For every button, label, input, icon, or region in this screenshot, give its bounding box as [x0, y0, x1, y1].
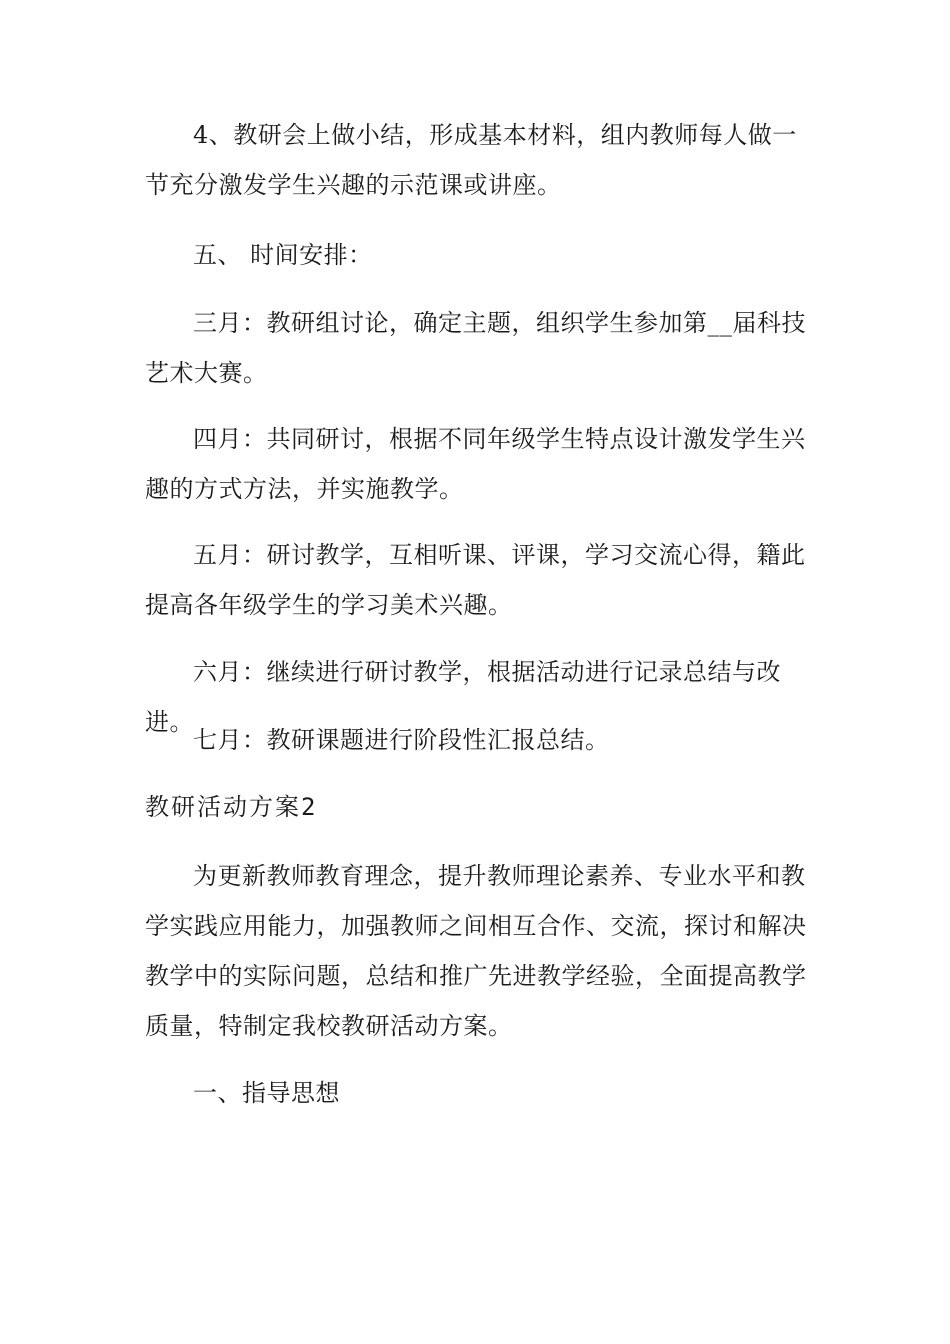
section-heading: 教研活动方案2 — [145, 793, 318, 821]
paragraph-guiding-thought: 一、指导思想 — [193, 1079, 340, 1107]
paragraph-summary-step: 4、教研会上做小结，形成基本材料，组内教师每人做一节充分激发学生兴趣的示范课或讲座。 — [145, 121, 797, 199]
paragraph-july: 七月：教研课题进行阶段性汇报总结。 — [193, 726, 610, 754]
paragraph-schedule-heading: 五、 时间安排： — [193, 241, 373, 269]
paragraph-may: 五月：研讨教学，互相听课、评课，学习交流心得，籍此提高各年级学生的学习美术兴趣。 — [145, 541, 806, 619]
paragraph-march: 三月：教研组讨论，确定主题，组织学生参加第__届科技艺术大赛。 — [145, 309, 806, 387]
paragraph-intro: 为更新教师教育理念，提升教师理论素养、专业水平和教学实践应用能力，加强教师之间相互合作、交流，探讨和解决教学中的实际问题，总结和推广先进教学经验，全面提高教学质量，特制定我校教研活动方案。 — [145, 862, 807, 1040]
paragraph-june: 六月：继续进行研讨教学，根据活动进行记录总结与改进。 — [145, 658, 781, 736]
paragraph-april: 四月：共同研讨，根据不同年级学生特点设计激发学生兴趣的方式方法，并实施教学。 — [145, 425, 806, 503]
